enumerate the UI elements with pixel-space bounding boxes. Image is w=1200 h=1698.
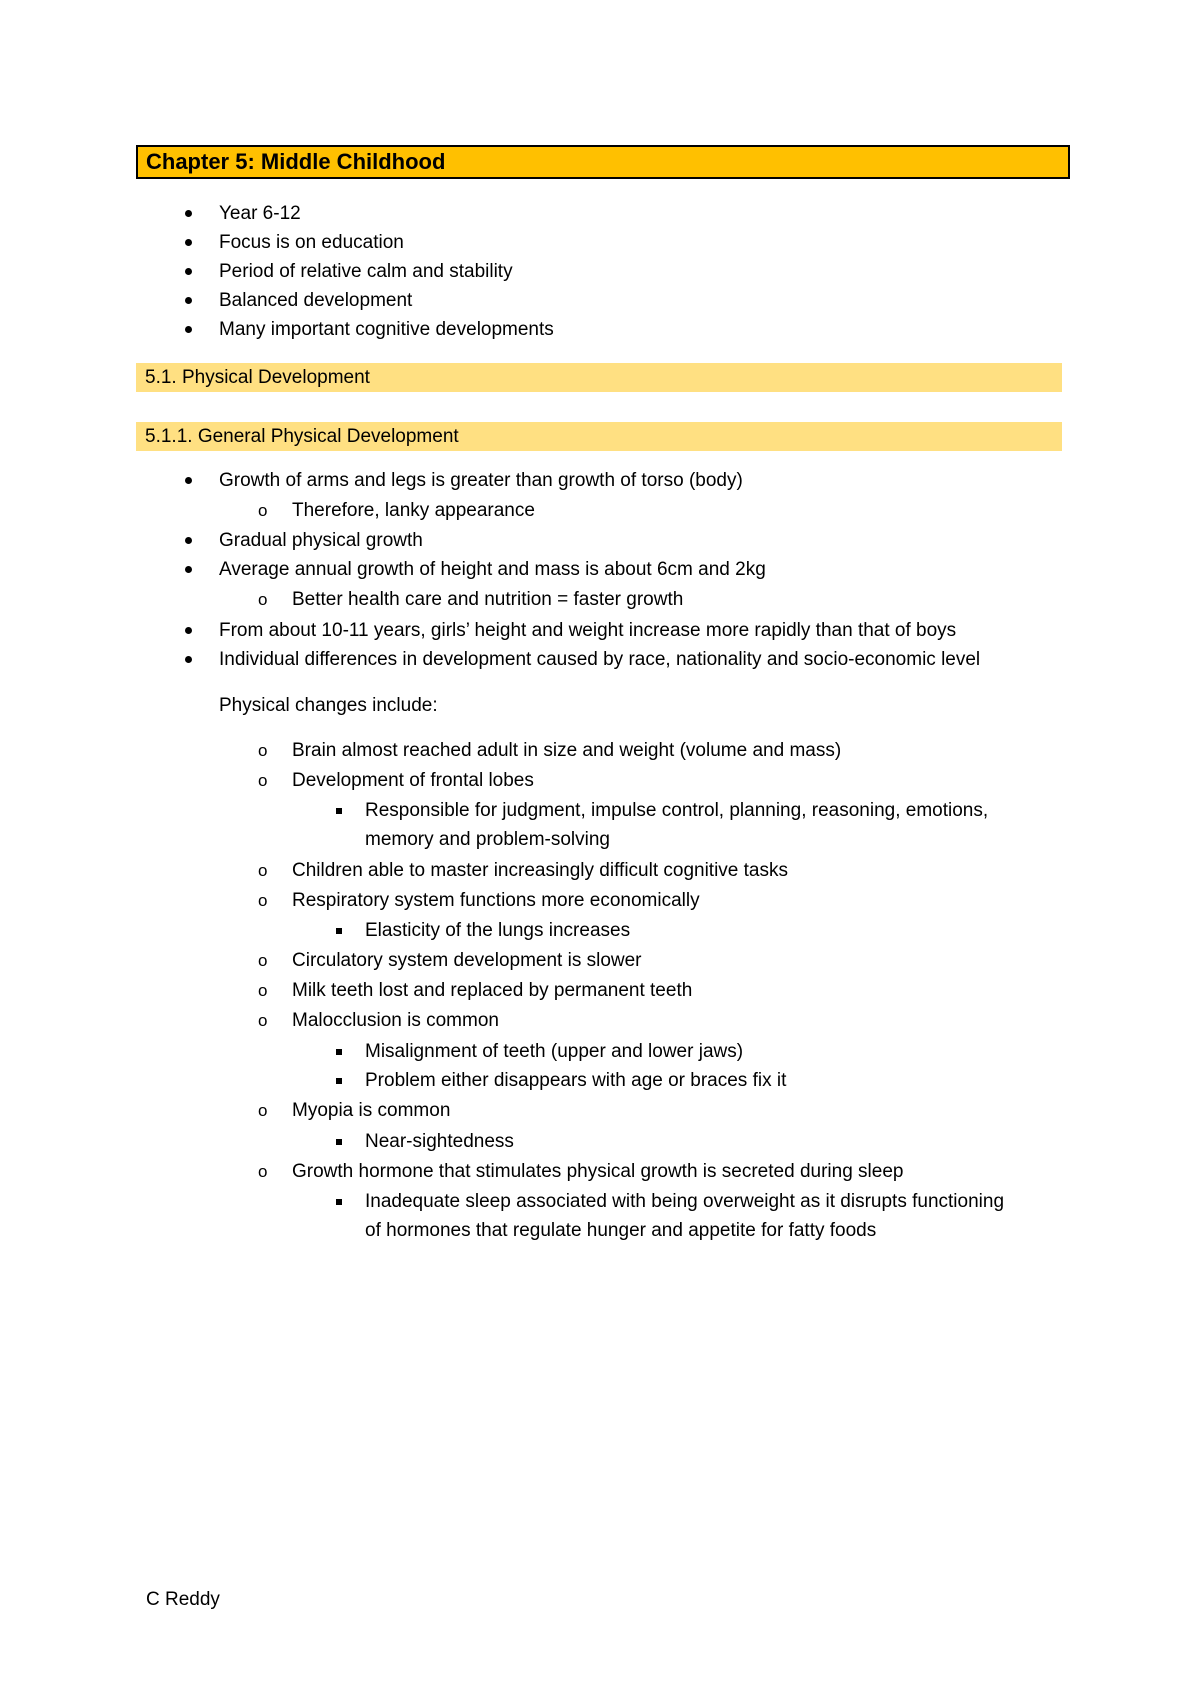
list-item-continuation: memory and problem-solving (365, 829, 610, 850)
list-item: Near-sightedness (365, 1131, 514, 1152)
list-item: Children able to master increasingly difficult cognitive tasks (292, 860, 788, 881)
bullet-dot-icon (185, 627, 192, 634)
list-item: Development of frontal lobes (292, 770, 534, 791)
section-heading-general-physical-development: 5.1.1. General Physical Development (136, 422, 1062, 451)
list-item: Period of relative calm and stability (219, 261, 513, 282)
chapter-title: Chapter 5: Middle Childhood (136, 145, 1070, 179)
circle-bullet-icon: o (258, 1011, 268, 1030)
bullet-dot-icon (185, 477, 192, 484)
list-item: Growth hormone that stimulates physical growth is secreted during sleep (292, 1161, 904, 1182)
square-bullet-icon (336, 1078, 342, 1084)
circle-bullet-icon: o (258, 1101, 268, 1120)
list-item: Malocclusion is common (292, 1010, 499, 1031)
bullet-dot-icon (185, 566, 192, 573)
circle-bullet-icon: o (258, 1162, 268, 1181)
list-item: From about 10-11 years, girls’ height and weight increase more rapidly than that of boys (219, 620, 957, 641)
list-item: Balanced development (219, 290, 413, 311)
bullet-dot-icon (185, 239, 192, 246)
list-item: Circulatory system development is slower (292, 950, 642, 971)
square-bullet-icon (336, 808, 342, 814)
list-item: Individual differences in development caused by race, nationality and socio-economic level (219, 649, 981, 670)
list-item: Myopia is common (292, 1100, 451, 1121)
list-item: Elasticity of the lungs increases (365, 920, 631, 941)
square-bullet-icon (336, 1199, 342, 1205)
list-item-continuation: of hormones that regulate hunger and appetite for fatty foods (365, 1220, 877, 1241)
circle-bullet-icon: o (258, 981, 268, 1000)
list-item: Therefore, lanky appearance (292, 500, 535, 521)
list-item: Year 6-12 (219, 203, 301, 224)
square-bullet-icon (336, 1139, 342, 1145)
list-item: Better health care and nutrition = faster growth (292, 589, 684, 610)
circle-bullet-icon: o (258, 951, 268, 970)
circle-bullet-icon: o (258, 590, 268, 609)
circle-bullet-icon: o (258, 501, 268, 520)
bullet-dot-icon (185, 537, 192, 544)
list-item: Milk teeth lost and replaced by permanent teeth (292, 980, 693, 1001)
list-item: Average annual growth of height and mass is about 6cm and 2kg (219, 559, 766, 580)
circle-bullet-icon: o (258, 741, 268, 760)
bullet-dot-icon (185, 326, 192, 333)
square-bullet-icon (336, 1049, 342, 1055)
section-heading-physical-development: 5.1. Physical Development (136, 363, 1062, 392)
bullet-dot-icon (185, 656, 192, 663)
list-item: Respiratory system functions more economically (292, 890, 700, 911)
list-item: Problem either disappears with age or braces fix it (365, 1070, 787, 1091)
circle-bullet-icon: o (258, 891, 268, 910)
list-item: Focus is on education (219, 232, 404, 253)
page-footer-author: C Reddy (146, 1589, 220, 1610)
bullet-dot-icon (185, 210, 192, 217)
list-item: Many important cognitive developments (219, 319, 554, 340)
square-bullet-icon (336, 928, 342, 934)
bullet-dot-icon (185, 297, 192, 304)
list-item: Gradual physical growth (219, 530, 423, 551)
bullet-dot-icon (185, 268, 192, 275)
list-item: Misalignment of teeth (upper and lower jaws) (365, 1041, 744, 1062)
circle-bullet-icon: o (258, 771, 268, 790)
list-item: Responsible for judgment, impulse control, planning, reasoning, emotions, (365, 800, 989, 821)
circle-bullet-icon: o (258, 861, 268, 880)
list-item: Brain almost reached adult in size and weight (volume and mass) (292, 740, 842, 761)
list-item: Inadequate sleep associated with being overweight as it disrupts functioning (365, 1191, 1005, 1212)
physical-changes-heading: Physical changes include: (219, 695, 438, 716)
list-item: Growth of arms and legs is greater than growth of torso (body) (219, 470, 743, 491)
